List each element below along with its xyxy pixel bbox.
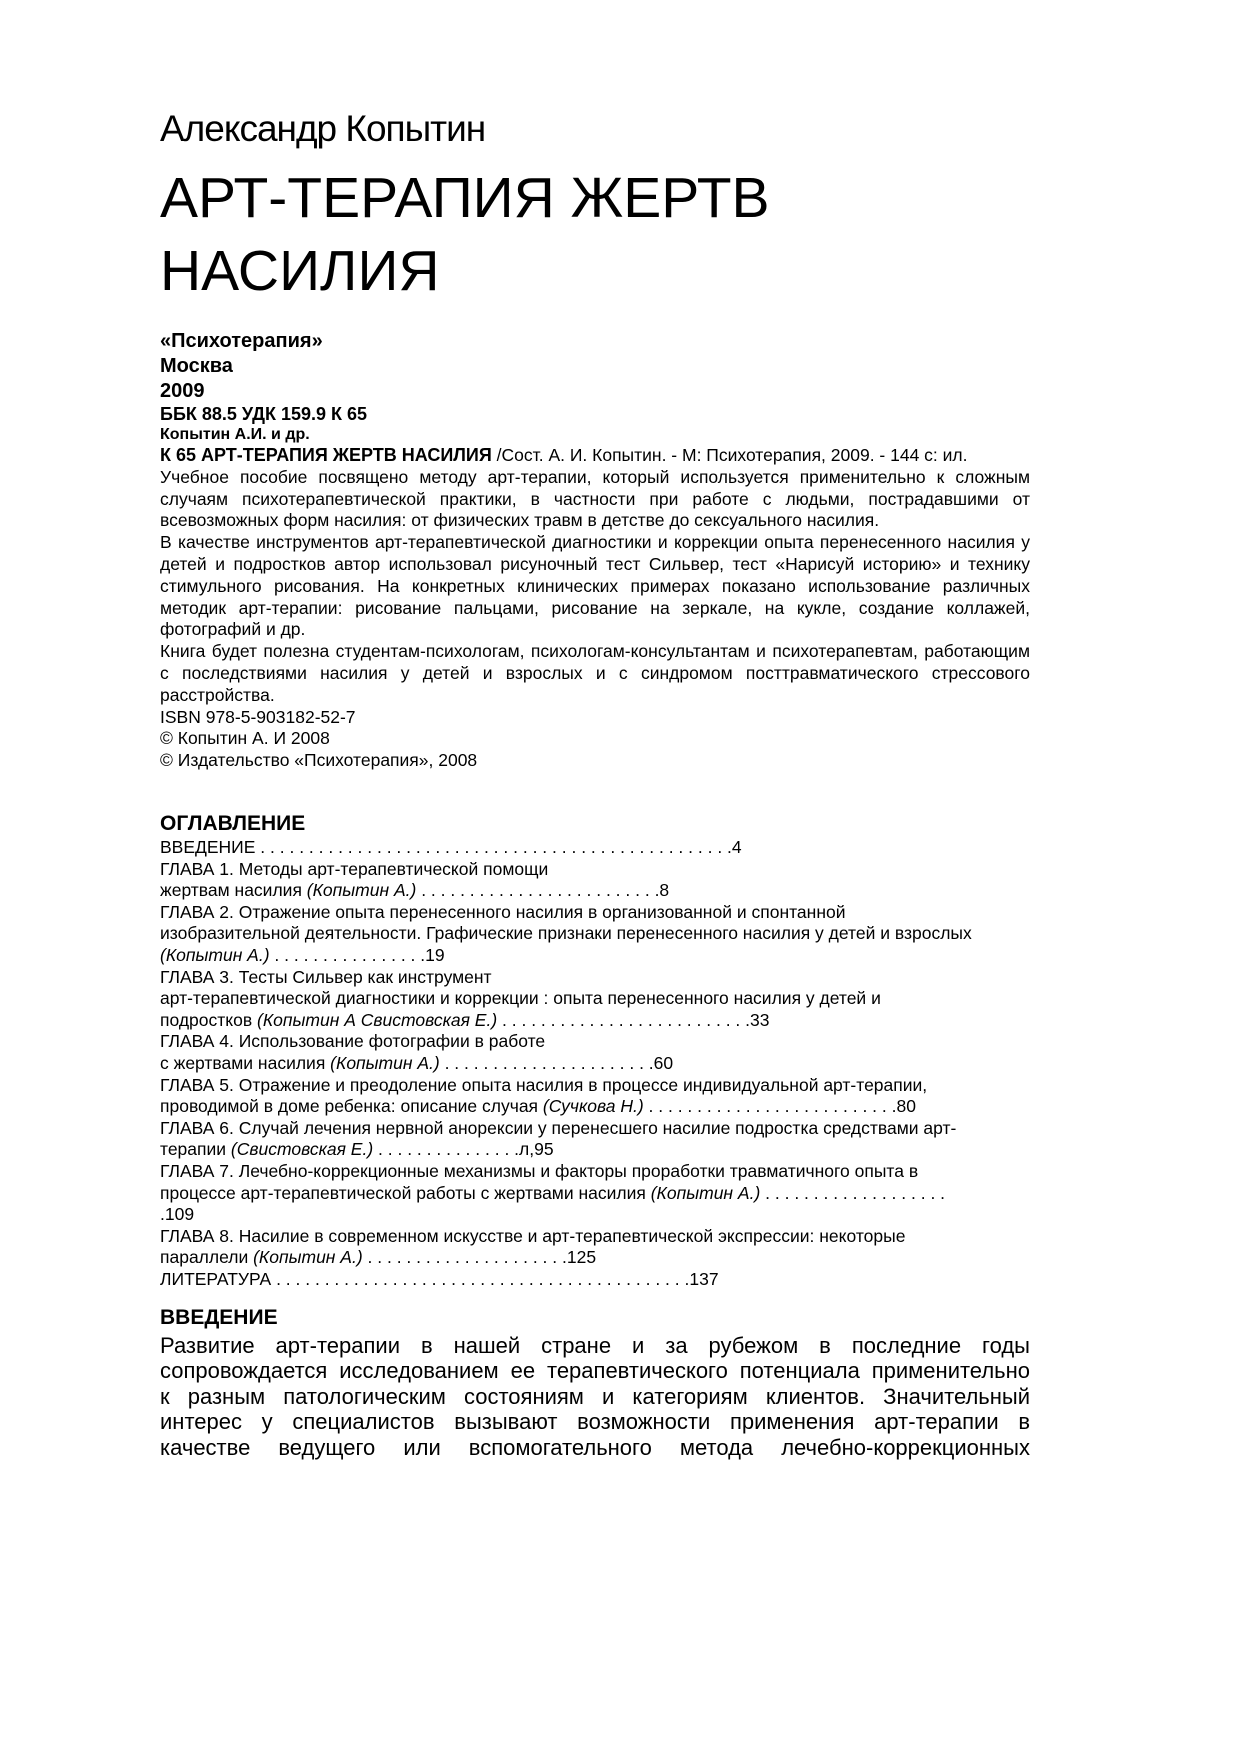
- toc-heading: ОГЛАВЛЕНИЕ: [160, 812, 306, 835]
- toc-line-page: . . . . . . . . . . . . . . . . . . . . .125: [362, 1247, 597, 1268]
- toc-line-text: процессе арт-терапевтической работы с жертвами насилия: [160, 1182, 651, 1203]
- toc-line-text: ГЛАВА 2. Отражение опыта перенесенного насилия в организованной и спонтанной: [160, 901, 846, 922]
- toc-line-text: параллели: [160, 1247, 254, 1268]
- toc-line-text: арт-терапевтической диагностики и коррекции : опыта перенесенного насилия у детей и: [160, 988, 881, 1009]
- publication-year: 2009: [160, 380, 205, 402]
- toc-line-author: (Копытин А.): [650, 1182, 761, 1203]
- bibliographic-block: [160, 445, 1030, 772]
- book-title-line-1: АРТ-ТЕРАПИЯ ЖЕРТВ: [160, 166, 770, 230]
- toc-line-author: (Копытин А Свистовская Е.): [257, 1009, 498, 1030]
- toc-line-text: жертвам насилия: [160, 880, 307, 901]
- toc-line-text: с жертвами насилия: [160, 1052, 331, 1073]
- classification-codes: ББК 88.5 УДК 159.9 К 65: [160, 404, 368, 424]
- toc-line-text: ГЛАВА 5. Отражение и преодоление опыта насилия в процессе индивидуальной арт-терапии,: [160, 1074, 928, 1095]
- publication-city: Москва: [160, 355, 233, 377]
- toc-line: [160, 1226, 1040, 1248]
- toc-line-author: (Копытин А.): [330, 1052, 440, 1073]
- table-of-contents: [160, 837, 1040, 1290]
- toc-line-page: . . . . . . . . . . . . . . . . . . . . . . . . . .80: [643, 1096, 916, 1117]
- intro-line: качестве ведущего или вспомогательного метода лечебно-коррекционных: [160, 1434, 1030, 1460]
- toc-line-author: (Сучкова Н.): [542, 1096, 644, 1117]
- toc-line: [160, 1183, 1040, 1205]
- toc-line: [160, 1010, 1040, 1032]
- author-name: Александр Копытин: [160, 108, 486, 149]
- toc-line-text: ВВЕДЕНИЕ . . . . . . . . . . . . . . . . . . . . . . . . . . . . . . . . . . . . . . . . . . . . . . . . .4: [160, 837, 742, 857]
- toc-line: [160, 902, 1040, 924]
- toc-line: [160, 967, 1040, 989]
- toc-line-text: ЛИТЕРАТУРА . . . . . . . . . . . . . . . . . . . . . . . . . . . . . . . . . . . . . . . . . . .137: [160, 1268, 719, 1289]
- toc-line-text: ГЛАВА 7. Лечебно-коррекционные механизмы и факторы проработки травматичного опыта в: [160, 1160, 919, 1181]
- intro-text: [160, 1333, 1030, 1460]
- catalog-title: К 65 АРТ-ТЕРАПИЯ ЖЕРТВ НАСИЛИЯ: [160, 445, 492, 465]
- toc-line-text: ГЛАВА 8. Насилие в современном искусстве и арт-терапевтической экспрессии: некоторые: [160, 1225, 906, 1246]
- intro-heading: ВВЕДЕНИЕ: [160, 1306, 278, 1329]
- toc-line-page: . . . . . . . . . . . . . . . . . . . . . . . . .8: [416, 880, 670, 901]
- toc-line: [160, 988, 1040, 1010]
- toc-line-author: (Копытин А.): [253, 1247, 363, 1268]
- publisher: «Психотерапия»: [160, 330, 323, 352]
- toc-line: [160, 859, 1040, 881]
- toc-line: [160, 923, 1040, 945]
- toc-line-page: . . . . . . . . . . . . . . . . . . . . . . . . . .33: [497, 1009, 770, 1030]
- toc-line-page: . . . . . . . . . . . . . . . .19: [269, 944, 445, 965]
- toc-line-page: . . . . . . . . . . . . . . . . . . . . . .60: [439, 1052, 674, 1073]
- toc-line-text: проводимой в доме ребенка: описание случая: [160, 1096, 543, 1117]
- toc-line-text: ГЛАВА 1. Методы арт-терапевтической помощи: [160, 858, 549, 879]
- toc-line-author: (Свистовская Е.): [230, 1139, 374, 1160]
- abstract-paragraph-2: В качестве инструментов арт-терапевтической диагностики и коррекции опыта перенесенного насилия у детей и подростков автор использовал рисуночный тест Сильвер, тест «Нарисуй историю» и технику стимульного рисования. На конкретных клинических примерах показано использование различных методик арт-терапии: рисование пальцами, рисование на зеркале, на кукле, создание коллажей, фотографий и др.: [160, 532, 1030, 640]
- copyright-publisher: © Издательство «Психотерапия», 2008: [160, 750, 478, 771]
- toc-line-text: терапии: [160, 1139, 231, 1160]
- toc-line: [160, 1269, 1040, 1291]
- toc-line: [160, 1247, 1040, 1269]
- toc-line-text: подростков: [160, 1009, 258, 1030]
- toc-line-author: (Копытин А.): [160, 944, 270, 965]
- book-title-line-2: НАСИЛИЯ: [160, 239, 440, 303]
- authors-short: Копытин А.И. и др.: [160, 426, 310, 443]
- toc-line: [160, 1096, 1040, 1118]
- toc-line: [160, 1075, 1040, 1097]
- toc-line: [160, 1118, 1040, 1140]
- toc-line-text: изобразительной деятельности. Графические признаки перенесенного насилия у детей и взрослых: [160, 923, 972, 944]
- toc-line: [160, 1139, 1040, 1161]
- toc-line-text: ГЛАВА 4. Использование фотографии в работе: [160, 1031, 546, 1052]
- abstract-paragraph-1: Учебное пособие посвящено методу арт-терапии, который используется применительно к сложным случаям психотерапевтической практики, в частности при работе с людьми, пострадавшими от всевозможных форм насилия: от физических травм в детстве до сексуального насилия.: [160, 466, 1030, 531]
- toc-line-text: ГЛАВА 6. Случай лечения нервной анорексии у перенесшего насилие подростка средствами арт-: [160, 1117, 957, 1138]
- toc-line-page: . . . . . . . . . . . . . . .л,95: [373, 1139, 554, 1160]
- copyright-author: © Копытин А. И 2008: [160, 728, 330, 749]
- isbn: ISBN 978-5-903182-52-7: [160, 706, 356, 727]
- toc-line-text: .109: [160, 1204, 195, 1225]
- toc-line-author: (Копытин А.): [306, 880, 417, 901]
- catalog-entry: [160, 445, 1030, 467]
- toc-line-text: ГЛАВА 3. Тесты Сильвер как инструмент: [160, 966, 492, 987]
- toc-line: [160, 945, 1040, 967]
- toc-line: [160, 880, 1040, 902]
- toc-line-page: . . . . . . . . . . . . . . . . . . .: [760, 1182, 946, 1203]
- catalog-details: /Сост. А. И. Копытин. - М: Психотерапия, 2009. - 144 с: ил.: [491, 445, 968, 465]
- intro-line: к разным патологическим состояниям и категориям клиентов. Значительный: [160, 1383, 1030, 1409]
- intro-line: интерес у специалистов вызывают возможности применения арт-терапии в: [160, 1409, 1030, 1435]
- toc-line: [160, 837, 1040, 859]
- abstract-paragraph-3: Книга будет полезна студентам-психологам, психологам-консультантам и психотерапевтам, работающим с последствиями насилия у детей и взрослых и с синдромом посттравматического стрессового расстройства.: [160, 641, 1030, 705]
- toc-line: [160, 1031, 1040, 1053]
- toc-line: [160, 1053, 1040, 1075]
- intro-line: сопровождается исследованием ее терапевтического потенциала применительно: [160, 1358, 1030, 1384]
- toc-line: [160, 1204, 1040, 1226]
- toc-line: [160, 1161, 1040, 1183]
- intro-line: Развитие арт-терапии в нашей стране и за рубежом в последние годы: [160, 1333, 1030, 1358]
